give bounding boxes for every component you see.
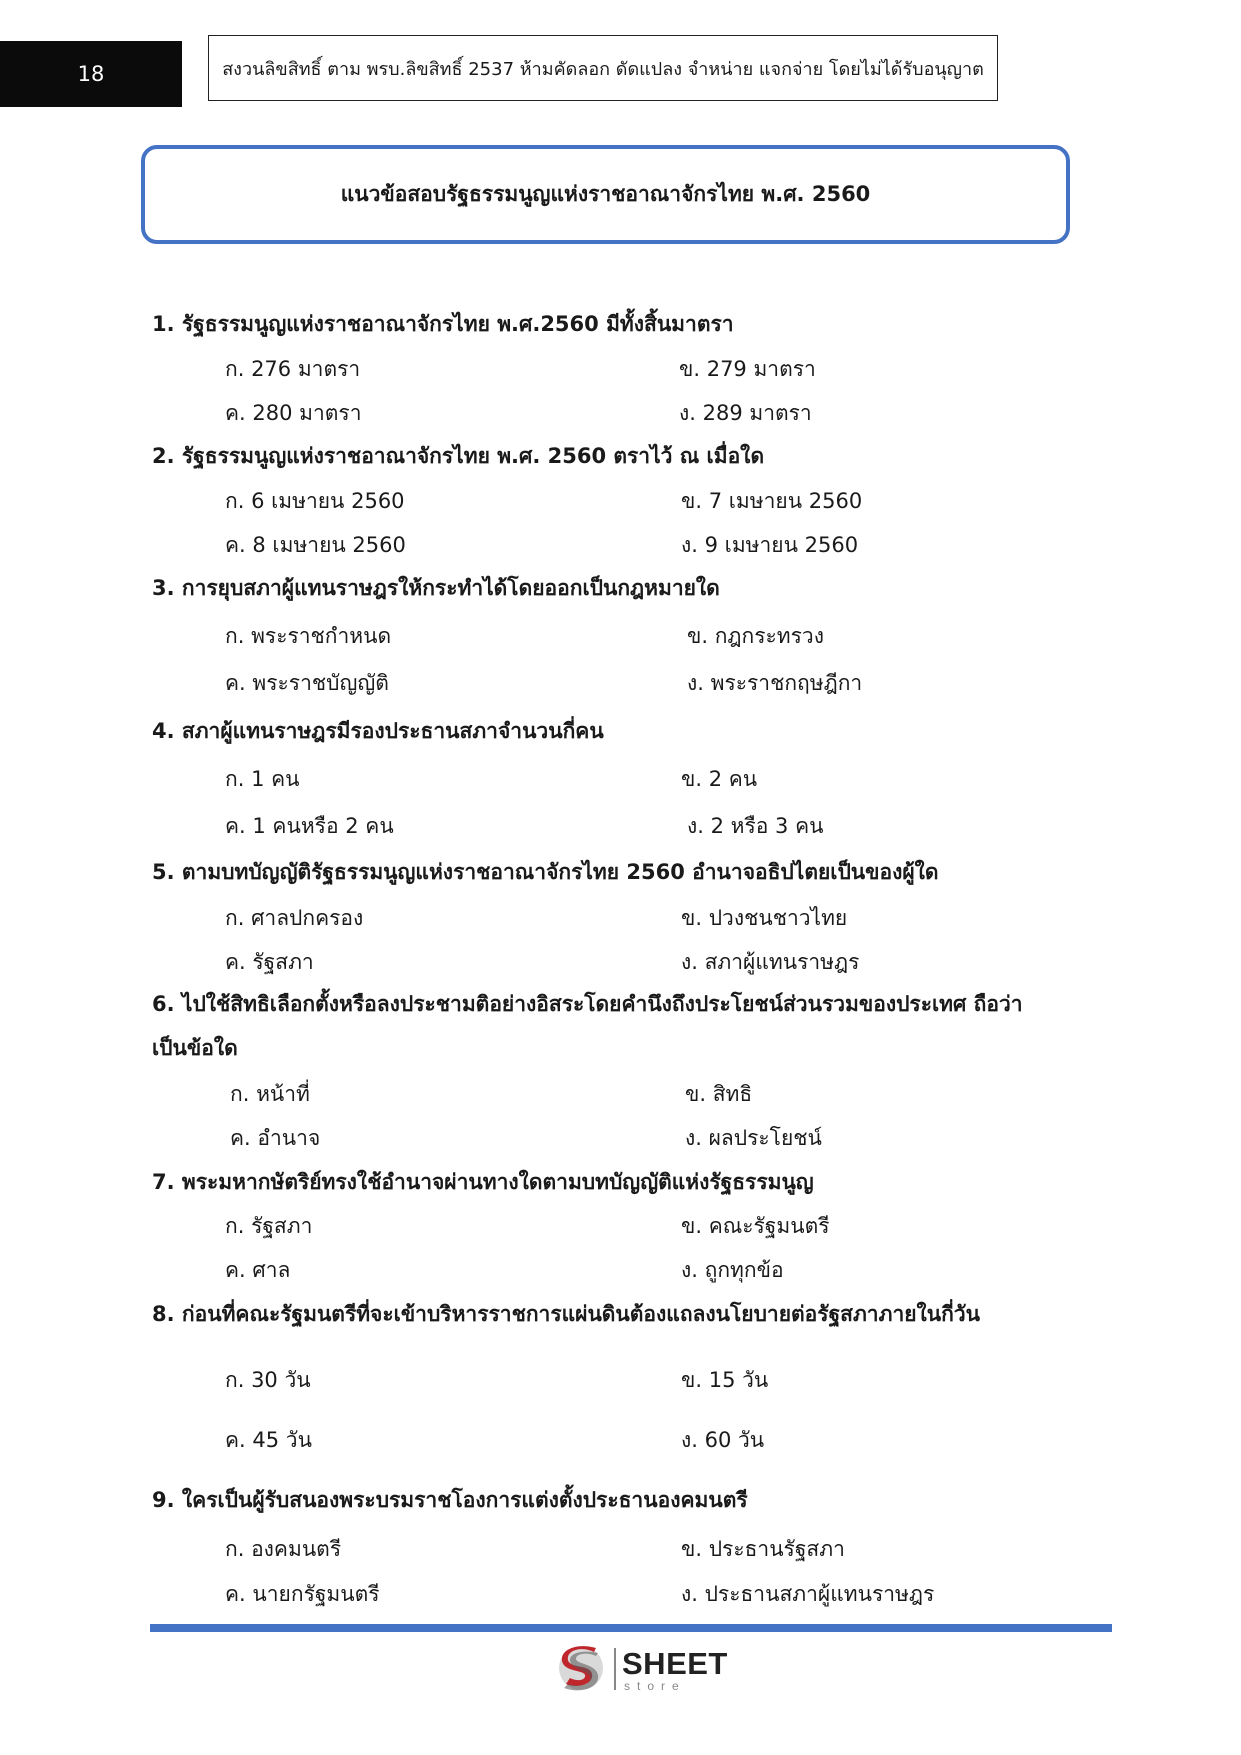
choice-6d: ง. ผลประโยชน์ [685, 1126, 822, 1150]
choice-7b: ข. คณะรัฐมนตรี [681, 1214, 830, 1238]
page-title-box [141, 145, 1070, 244]
copyright-text: สงวนลิขสิทธิ์ ตาม พรบ.ลิขสิทธิ์ 2537 ห้ามคัดลอก ดัดแปลง จำหน่าย แจกจ่าย โดยไม่ได้รับอนุญาต [222, 58, 984, 80]
question-8: 8. ก่อนที่คณะรัฐมนตรีที่จะเข้าบริหารราชการแผ่นดินต้องแถลงนโยบายต่อรัฐสภาภายในกี่วัน [152, 1302, 981, 1326]
choice-1d: ง. 289 มาตรา [679, 401, 812, 425]
logo-subtext: store [624, 1679, 686, 1693]
choice-2a: ก. 6 เมษายน 2560 [225, 489, 405, 513]
choice-6b: ข. สิทธิ [685, 1082, 753, 1106]
choice-3b: ข. กฎกระทรวง [687, 624, 824, 648]
choice-1c: ค. 280 มาตรา [225, 401, 362, 425]
choice-8b: ข. 15 วัน [681, 1368, 769, 1392]
logo-wordmark: SHEET [622, 1646, 728, 1681]
choice-1b: ข. 279 มาตรา [679, 357, 816, 381]
choice-8a: ก. 30 วัน [225, 1368, 311, 1392]
question-1: 1. รัฐธรรมนูญแห่งราชอาณาจักรไทย พ.ศ.2560 มีทั้งสิ้นมาตรา [152, 312, 734, 336]
logo-divider [614, 1648, 616, 1690]
choice-9d: ง. ประธานสภาผู้แทนราษฎร [681, 1582, 935, 1606]
choice-9b: ข. ประธานรัฐสภา [681, 1537, 845, 1561]
choice-1a: ก. 276 มาตรา [225, 357, 361, 381]
choice-3d: ง. พระราชกฤษฎีกา [687, 671, 863, 695]
question-6-continued: เป็นข้อใด [152, 1036, 238, 1060]
question-5: 5. ตามบทบัญญัติรัฐธรรมนูญแห่งราชอาณาจักรไทย 2560 อำนาจอธิปไตยเป็นของผู้ใด [152, 860, 939, 884]
choice-4a: ก. 1 คน [225, 767, 300, 791]
choice-5a: ก. ศาลปกครอง [225, 906, 364, 930]
page-title: แนวข้อสอบรัฐธรรมนูญแห่งราชอาณาจักรไทย พ.ศ. 2560 [340, 182, 871, 206]
choice-7c: ค. ศาล [225, 1258, 291, 1282]
choice-9c: ค. นายกรัฐมนตรี [225, 1582, 380, 1606]
choice-7a: ก. รัฐสภา [225, 1214, 313, 1238]
page-number-text: 18 [77, 62, 105, 86]
choice-4c: ค. 1 คนหรือ 2 คน [225, 814, 394, 838]
choice-7d: ง. ถูกทุกข้อ [681, 1258, 784, 1282]
page-number [0, 41, 182, 107]
choice-2c: ค. 8 เมษายน 2560 [225, 533, 406, 557]
choice-5d: ง. สภาผู้แทนราษฎร [681, 950, 860, 974]
choice-8d: ง. 60 วัน [681, 1428, 765, 1452]
question-2: 2. รัฐธรรมนูญแห่งราชอาณาจักรไทย พ.ศ. 2560 ตราไว้ ณ เมื่อใด [152, 444, 765, 468]
choice-2b: ข. 7 เมษายน 2560 [681, 489, 863, 513]
copyright-notice [208, 35, 998, 101]
question-9: 9. ใครเป็นผู้รับสนองพระบรมราชโองการแต่งตั้งประธานองคมนตรี [152, 1488, 748, 1512]
question-3: 3. การยุบสภาผู้แทนราษฎรให้กระทำได้โดยออกเป็นกฎหมายใด [152, 576, 720, 600]
footer-divider [150, 1624, 1112, 1632]
sheet-store-logo [556, 1642, 726, 1698]
choice-5b: ข. ปวงชนชาวไทย [681, 906, 848, 930]
choice-6a: ก. หน้าที่ [230, 1082, 310, 1106]
choice-6c: ค. อำนาจ [230, 1126, 321, 1150]
choice-3c: ค. พระราชบัญญัติ [225, 671, 389, 695]
question-6: 6. ไปใช้สิทธิเลือกตั้งหรือลงประชามติอย่างอิสระโดยคำนึงถึงประโยชน์ส่วนรวมของประเทศ ถือว่า [152, 992, 1023, 1016]
choice-2d: ง. 9 เมษายน 2560 [681, 533, 859, 557]
choice-4b: ข. 2 คน [681, 767, 758, 791]
choice-3a: ก. พระราชกำหนด [225, 624, 392, 648]
choice-9a: ก. องคมนตรี [225, 1537, 342, 1561]
question-4: 4. สภาผู้แทนราษฎรมีรองประธานสภาจำนวนกี่คน [152, 719, 604, 743]
choice-4d: ง. 2 หรือ 3 คน [687, 814, 824, 838]
question-7: 7. พระมหากษัตริย์ทรงใช้อำนาจผ่านทางใดตามบทบัญญัติแห่งรัฐธรรมนูญ [152, 1170, 814, 1194]
choice-8c: ค. 45 วัน [225, 1428, 312, 1452]
sheet-logo-icon [556, 1642, 606, 1694]
choice-5c: ค. รัฐสภา [225, 950, 314, 974]
